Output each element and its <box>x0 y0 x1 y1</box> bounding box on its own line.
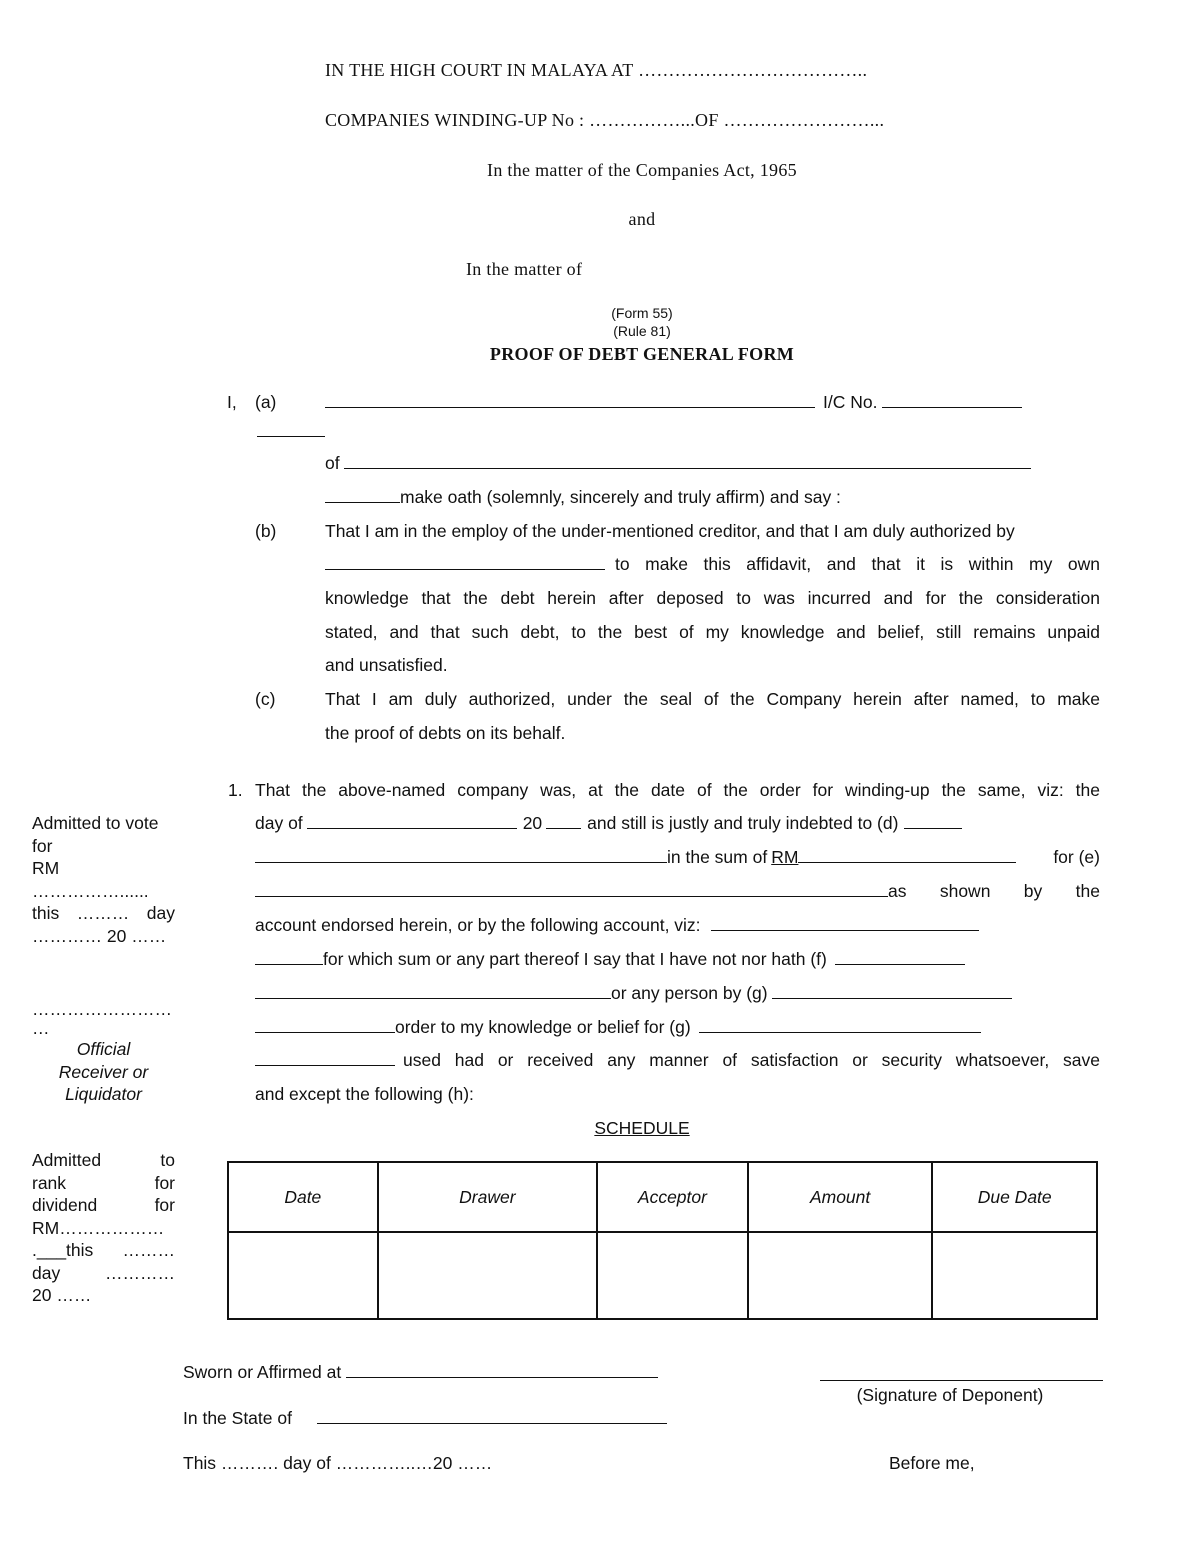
col-date: Date <box>228 1162 378 1232</box>
dividend-line: 20 …… <box>32 1285 92 1305</box>
shown-word: shown <box>939 881 991 901</box>
schedule-header-row <box>228 1162 1097 1232</box>
deponent-name-field[interactable] <box>325 391 815 408</box>
day-of-field[interactable] <box>307 812 517 829</box>
c-label: (c) <box>255 689 276 709</box>
b-line-4: stated, and that such debt, to the best of my knowledge and belief, still remains unpaid <box>325 622 1100 642</box>
vote-line: RM <box>32 858 60 878</box>
matter-companies-act: In the matter of the Companies Act, 1965 <box>487 160 797 180</box>
dividend-line: Admitted to <box>32 1150 175 1170</box>
i-label: I, <box>227 392 237 412</box>
creditor-d-field[interactable] <box>904 812 962 829</box>
form-title: PROOF OF DEBT GENERAL FORM <box>489 344 795 364</box>
and-text: and <box>628 209 656 229</box>
col-due-date: Due Date <box>932 1162 1097 1232</box>
official-receiver-label <box>32 1038 175 1106</box>
paragraph-number: 1. <box>228 780 243 800</box>
official-line: Official <box>76 1039 131 1059</box>
matter-of: In the matter of <box>466 259 583 279</box>
address-field[interactable] <box>344 452 1031 469</box>
dividend-line: .___this ……… <box>32 1240 175 1260</box>
admitted-dividend-note <box>32 1149 175 1307</box>
the-word: the <box>1075 881 1100 901</box>
vote-line: for <box>32 835 53 856</box>
signature-dots: … <box>32 1018 50 1038</box>
signature-dots: …………………… <box>32 999 172 1019</box>
dividend-line: dividend for <box>32 1195 175 1215</box>
date-cell[interactable] <box>228 1232 378 1319</box>
f-field[interactable] <box>835 948 965 965</box>
col-amount: Amount <box>748 1162 933 1232</box>
signature-label: (Signature of Deponent) <box>856 1385 1044 1405</box>
creditor-d-field-continued[interactable] <box>255 846 667 863</box>
due-date-cell[interactable] <box>932 1232 1097 1319</box>
rule-number: (Rule 81) <box>613 323 671 339</box>
except-following: and except the following (h): <box>255 1084 474 1104</box>
account-field-continued[interactable] <box>255 948 323 965</box>
occupation-field[interactable] <box>325 486 400 503</box>
year-field[interactable] <box>546 812 581 829</box>
b-line-5: and unsatisfied. <box>325 655 448 675</box>
g-field-continued[interactable] <box>255 1016 395 1033</box>
signature-line[interactable] <box>820 1380 1103 1381</box>
winding-up-number: COMPANIES WINDING-UP No : ……………...OF ……………………... <box>325 110 885 130</box>
official-receiver-signature <box>32 1000 175 1038</box>
ic-label: I/C No. <box>823 392 878 412</box>
of-label: of <box>325 453 340 473</box>
dividend-line: RM……………… <box>32 1217 165 1238</box>
sworn-at-label: Sworn or Affirmed at <box>183 1362 342 1382</box>
table-row <box>228 1232 1097 1319</box>
official-line: Receiver or <box>58 1061 149 1082</box>
this-day-line: This ………. day of …………..…20 …… <box>183 1453 493 1473</box>
drawer-cell[interactable] <box>378 1232 597 1319</box>
as-word: as <box>888 881 907 901</box>
sum-part-label: for which sum or any part thereof I say that I have not nor hath (f) <box>323 949 827 969</box>
vote-line: ……………...... <box>32 880 149 901</box>
for-e-label: for (e) <box>1053 847 1100 867</box>
consideration-field[interactable] <box>255 880 888 897</box>
official-line: Liquidator <box>65 1084 142 1104</box>
state-label: In the State of <box>183 1408 292 1428</box>
sworn-at-field[interactable] <box>346 1361 658 1378</box>
form-number: (Form 55) <box>611 305 673 321</box>
sum-field[interactable] <box>798 846 1016 863</box>
g2-field[interactable] <box>699 1016 981 1033</box>
b-label: (b) <box>255 521 277 541</box>
vote-line: this ……… day <box>32 903 175 923</box>
p1-line-1: That the above-named company was, at the date of the order for winding-up the same, viz: the <box>255 780 1100 800</box>
schedule-table <box>227 1161 1098 1320</box>
satisfaction-text: used had or received any manner of satisfaction or security whatsoever, save <box>403 1050 1100 1070</box>
year-prefix: 20 <box>522 813 543 833</box>
account-label: account endorsed herein, or by the following account, viz: <box>255 915 701 935</box>
order-knowledge-label: order to my knowledge or belief for (g) <box>395 1017 691 1037</box>
b-line-2: to make this affidavit, and that it is within my own <box>615 554 1100 574</box>
oath-text: make oath (solemnly, sincerely and truly affirm) and say : <box>400 487 841 507</box>
c-line-2: the proof of debts on its behalf. <box>325 723 566 743</box>
state-field[interactable] <box>317 1407 667 1424</box>
amount-cell[interactable] <box>748 1232 933 1319</box>
account-field[interactable] <box>711 914 979 931</box>
day-of-label: day of <box>255 813 303 833</box>
any-person-label: or any person by (g) <box>611 983 768 1003</box>
b-line-3: knowledge that the debt herein after deposed to was incurred and for the consideration <box>325 588 1100 608</box>
dividend-line: day ………… <box>32 1262 175 1283</box>
indebted-to-label: and still is justly and truly indebted to (d) <box>587 813 899 833</box>
ic-number-field-continued[interactable] <box>257 420 325 437</box>
a-label: (a) <box>255 392 277 412</box>
by-word: by <box>1023 881 1043 901</box>
col-drawer: Drawer <box>378 1162 597 1232</box>
vote-line: ………… 20 …… <box>32 925 167 946</box>
currency-rm: RM <box>771 847 799 867</box>
court-heading: IN THE HIGH COURT IN MALAYA AT ……………………………….. <box>325 60 868 80</box>
admitted-to-vote-note <box>32 812 175 947</box>
g-field[interactable] <box>772 982 1012 999</box>
c-line-1: That I am duly authorized, under the seal of the Company herein after named, to make <box>325 689 1100 709</box>
ic-number-field[interactable] <box>882 391 1022 408</box>
col-acceptor: Acceptor <box>597 1162 748 1232</box>
sum-label: in the sum of <box>667 847 768 867</box>
before-me: Before me, <box>889 1453 975 1473</box>
f-field-continued[interactable] <box>255 982 611 999</box>
creditor-field[interactable] <box>325 553 605 570</box>
dividend-line: rank for <box>32 1172 175 1193</box>
schedule-title: SCHEDULE <box>594 1118 690 1138</box>
b-line-1: That I am in the employ of the under-mentioned creditor, and that I am duly authorized by <box>325 521 1015 541</box>
acceptor-cell[interactable] <box>597 1232 748 1319</box>
g2-field-continued[interactable] <box>255 1049 395 1066</box>
vote-line: Admitted to vote <box>32 813 159 833</box>
